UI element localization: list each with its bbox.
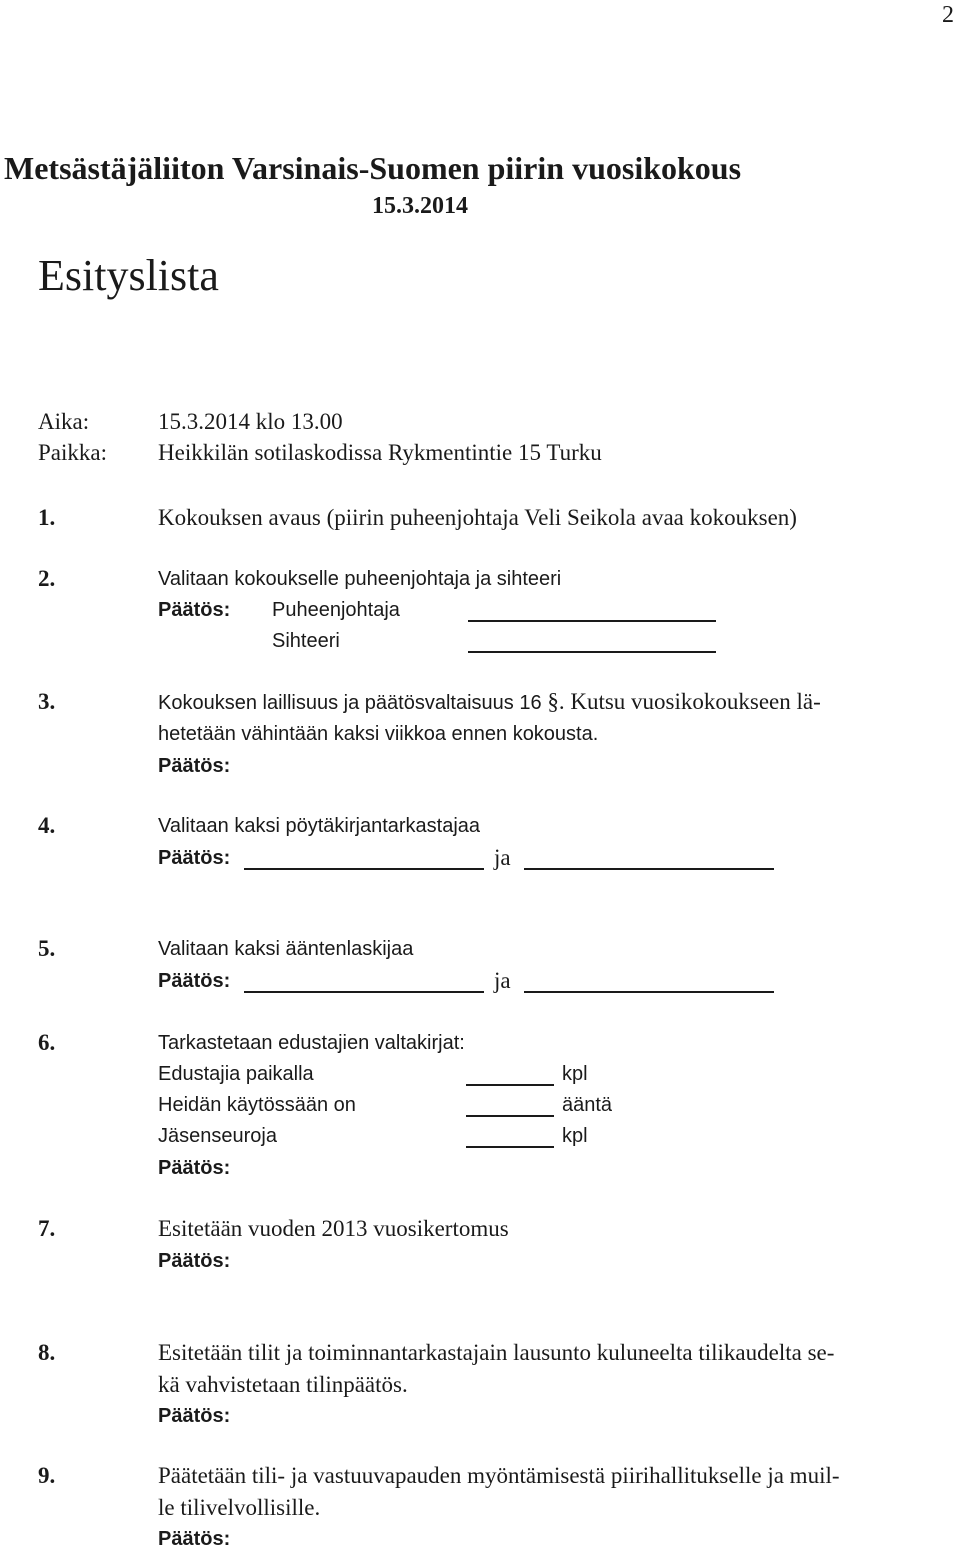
item-text: Tarkastetaan edustajien valtakirjat:: [158, 1032, 465, 1054]
and-label: ja: [494, 845, 511, 870]
item-text: Kokouksen laillisuus ja päätösvaltaisuus 16 §. Kutsu vuosikokoukseen lä-: [158, 689, 821, 714]
item-number: 2.: [38, 566, 56, 591]
item-text-cont: le tilivelvollisille.: [158, 1495, 321, 1520]
credentials-unit: kpl: [562, 1063, 588, 1085]
chair-label: Puheenjohtaja: [272, 599, 400, 621]
item-text: Esitetään tilit ja toiminnantarkastajain lausunto kuluneelta tilikaudelta se-: [158, 1340, 835, 1365]
counter-1-blank[interactable]: [244, 969, 484, 993]
item-text-cont: kä vahvistetaan tilinpäätös.: [158, 1372, 408, 1397]
item-number: 4.: [38, 813, 56, 838]
counter-2-blank[interactable]: [524, 969, 774, 993]
document-date: 15.3.2014: [372, 193, 468, 219]
item-text: Esitetään vuoden 2013 vuosikertomus: [158, 1216, 509, 1241]
document-title: Metsästäjäliiton Varsinais-Suomen piirin vuosikokous: [4, 150, 742, 186]
credentials-unit: ääntä: [562, 1094, 613, 1116]
item-text: Valitaan kokoukselle puheenjohtaja ja sihteeri: [158, 568, 562, 590]
item-text: Valitaan kaksi ääntenlaskijaa: [158, 938, 414, 960]
examiner-1-blank[interactable]: [244, 846, 484, 870]
time-value: 15.3.2014 klo 13.00: [158, 409, 343, 434]
time-label: Aika:: [38, 409, 90, 434]
item-number: 5.: [38, 936, 56, 961]
item-number: 7.: [38, 1216, 56, 1241]
item-number: 6.: [38, 1030, 56, 1055]
item-number: 8.: [38, 1340, 56, 1365]
item-number: 3.: [38, 689, 56, 714]
decision-label: Päätös:: [158, 970, 231, 992]
examiner-2-blank[interactable]: [524, 846, 774, 870]
secretary-label: Sihteeri: [272, 630, 340, 652]
item-text: Kokouksen avaus (piirin puheenjohtaja Veli Seikola avaa kokouksen): [158, 505, 797, 530]
decision-label: Päätös:: [158, 1405, 231, 1427]
place-value: Heikkilän sotilaskodissa Rykmentintie 15 Turku: [158, 440, 602, 465]
and-label: ja: [494, 968, 511, 993]
chair-blank[interactable]: [468, 598, 716, 622]
decision-label: Päätös:: [158, 755, 231, 777]
decision-label: Päätös:: [158, 1157, 231, 1179]
credentials-label: Heidän käytössään on: [158, 1094, 356, 1116]
item-number: 9.: [38, 1463, 56, 1488]
credentials-label: Edustajia paikalla: [158, 1063, 314, 1085]
item-text: Päätetään tili- ja vastuuvapauden myöntämisestä piirihallitukselle ja muil-: [158, 1463, 840, 1488]
page-number: 2: [942, 2, 954, 28]
decision-label: Päätös:: [158, 847, 231, 869]
secretary-blank[interactable]: [468, 629, 716, 653]
credentials-unit: kpl: [562, 1125, 588, 1147]
credentials-blank[interactable]: [466, 1093, 554, 1117]
item-text: Valitaan kaksi pöytäkirjantarkastajaa: [158, 815, 481, 837]
decision-label: Päätös:: [158, 1250, 231, 1272]
decision-label: Päätös:: [158, 1528, 231, 1550]
item-number: 1.: [38, 505, 56, 530]
place-label: Paikka:: [38, 440, 107, 465]
credentials-label: Jäsenseuroja: [158, 1125, 277, 1147]
credentials-blank[interactable]: [466, 1124, 554, 1148]
item-text-cont: hetetään vähintään kaksi viikkoa ennen kokousta.: [158, 723, 599, 745]
page-title: Esityslista: [38, 251, 219, 300]
credentials-blank[interactable]: [466, 1062, 554, 1086]
decision-label: Päätös:: [158, 599, 231, 621]
